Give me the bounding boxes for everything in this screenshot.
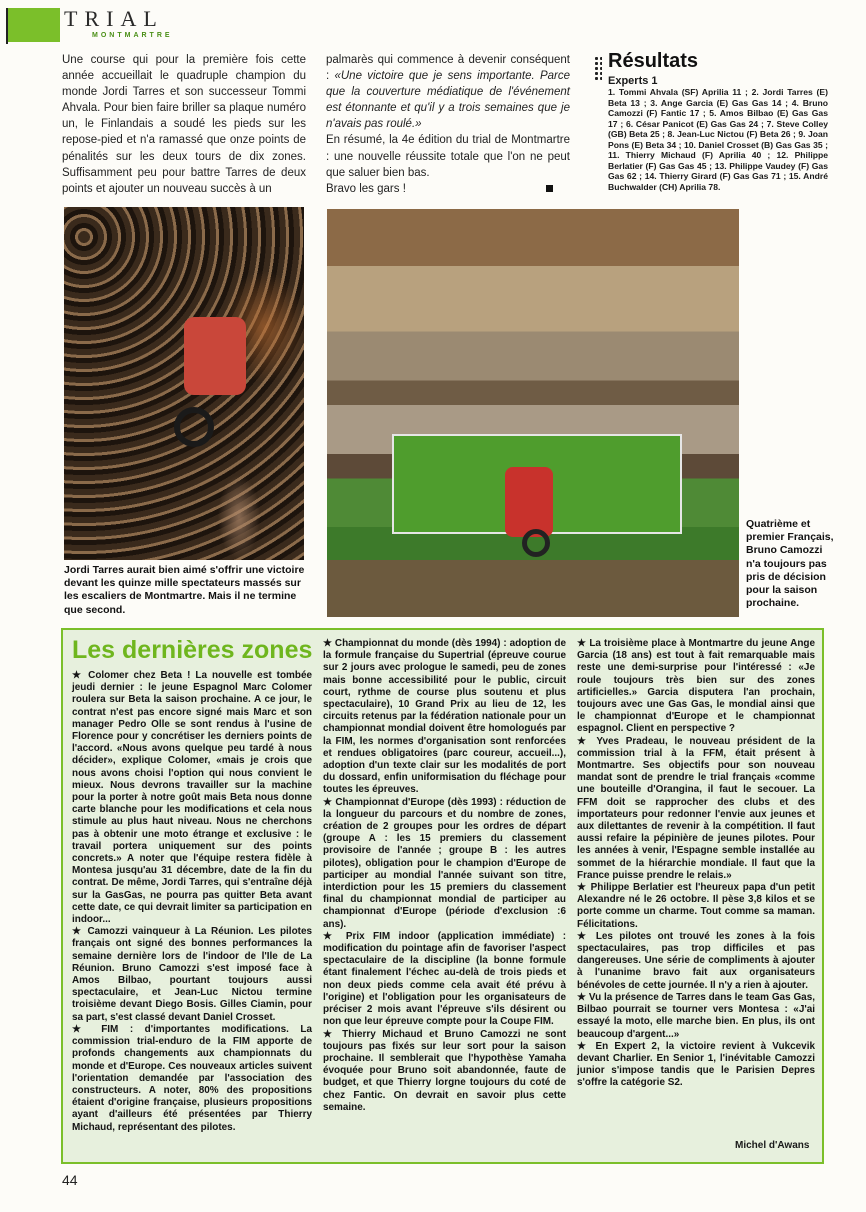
news-item: ★ FIM : d'importantes modifications. La commission trial-enduro de la FIM apporte de profonds changements aux championnats du monde et d'Europe. Ces nouveaux articles suivent l'orientation demandée par l'association des constructeurs. A noter, 80% des propositions étaient d'origine française, plusieurs propositions ayant d'ailleurs été présentées par Thierry Michaud, représentant des pilotes. bbox=[72, 1023, 312, 1133]
news-item: ★ Thierry Michaud et Bruno Camozzi ne sont toujours pas fixés sur leur sort pour la saison prochaine. Il semblerait que l'hypothèse Yamaha évoquée pour Bruno soit abandonnée, faute de budget, et que Thierry lorgne toujours du coté de chez Fantic. On devrait en savoir plus cette semaine. bbox=[323, 1028, 566, 1113]
news-item: ★ Vu la présence de Tarres dans le team Gas Gas, Bilbao pourrait se tourner vers Montesa : «J'ai essayé la moto, elle marche bien. En plus, ils ont beaucoup d'argent...» bbox=[577, 991, 815, 1040]
photo-tarres-crowd bbox=[64, 207, 304, 560]
author-signature: Michel d'Awans bbox=[735, 1140, 810, 1151]
news-item: ★ Philippe Berlatier est l'heureux papa d'un petit Alexandre né le 26 octobre. Il pèse 3,8 kilos et se porte comme un charme. Tout comme sa maman. Félicitations. bbox=[577, 882, 815, 930]
dots-icon bbox=[594, 56, 602, 82]
intro-paragraph-1 bbox=[326, 52, 570, 132]
intro-column-2 bbox=[326, 52, 570, 197]
photo1-caption: Jordi Tarres aurait bien aimé s'offrir une victoire devant les quinze mille spectateurs massés sur les escaliers de Montmartre. Mais il ne termine que second. bbox=[64, 564, 305, 616]
news-item: ★ Prix FIM indoor (application immédiate) : modification du pointage afin de favoriser l'aspect spectaculaire de la discipline (la bonne formule étant finalement l'échec au-delà de trois pieds et non deux pieds comme cela avait été prévu à l'origine) et l'obligation pour les organisateurs de préciser 2 mois avant l'épreuve s'ils désirent ou non que leur épreuve compte pour la Coupe FIM. bbox=[323, 930, 566, 1028]
end-square-icon bbox=[546, 185, 553, 192]
wheel-shape bbox=[522, 529, 550, 557]
news-column-3 bbox=[577, 638, 815, 1090]
photo2-caption: Quatrième et premier Français, Bruno Camozzi n'a toujours pas pris de décision pour la saison prochaine. bbox=[746, 518, 834, 610]
intro-bravo: Bravo les gars ! bbox=[326, 182, 406, 195]
results-list: 1. Tommi Ahvala (SF) Aprilia 11 ; 2. Jordi Tarres (E) Beta 13 ; 3. Ange Garcia (E) Gas Gas 14 ; 4. Bruno Camozzi (F) Fantic 17 ; 5. Amos Bilbao (E) Gas Gas 17 ; 6. César Panicot (E) Gas Gas 24 ; 7. Steve Colley (GB) Beta 25 ; 8. Jean-Luc Nictou (F) Beta 26 ; 9. Joan Pons (E) Beta 34 ; 10. Daniel Crosset (B) Gas Gas 35 ; 11. Thierry Michaud (F) Aprilia 40 ; 12. Philippe Berlatier (F) Gas Gas 45 ; 13. Philippe Vaudey (F) Gas Gas 62 ; 14. Thierry Girard (F) Gas Gas 71 ; 15. André Buchwalder (CH) Aprilia 78. bbox=[608, 87, 828, 192]
rider-figure bbox=[184, 317, 246, 395]
intro-quote: «Une victoire que je sens importante. Parce que la couverture médiatique de l'événement est étonnante et qu'il y a trois semaines que je n'avais pas roulé.» bbox=[326, 70, 570, 131]
news-item: ★ Yves Pradeau, le nouveau président de la commission trial à la FFM, était présent à Montmartre. Ses objectifs pour son nouveau mandat sont de prendre le trial français «comme une bouteille d'Orangina, il faut le secouer. La FFM doit se rapprocher des clubs et des importateurs pour redonner l'envie aux jeunes et aux dilettantes de revenir à la compétition. Il faut aussi refaire la pépinière de jeunes pilotes. Pour les années à venir, l'Espagne semble installée au sommet de la hiérarchie mondiale. Il faut que la France puisse prendre le relais.» bbox=[577, 735, 815, 881]
news-box bbox=[61, 628, 824, 1164]
news-item: ★ Championnat du monde (dès 1994) : adoption de la formule française du Supertrial (épreuve courue sur 2 jours avec prologue le samedi, peu de zones mais bonne accessibilité pour le public, circuit court, rythme de course plus soutenu et plus spectaculaire), 10 Grand Prix au lieu de 12, les circuits retenus par la fédération nationale pour un championnat mondial doivent être homologués par la FIM, les normes d'organisation sont renforcées et rendues obligatoires (parc coureur, accueil...), adoption d'un texte clair sur les modalités de port du dossard, enfin uniformisation du fléchage pour toutes les épreuves. bbox=[323, 638, 566, 796]
section-title: TRIAL bbox=[64, 6, 164, 31]
page-number: 44 bbox=[62, 1172, 78, 1188]
news-item: ★ Championnat d'Europe (dès 1993) : réduction de la longueur du parcours et du nombre de zones, création de 2 groupes pour les ordres de départ (groupe A : les 15 premiers du classement provisoire de l'année ; groupe B : les autres pilotes), obligation pour le champion d'Europe de participer au mondial l'année suivant son titre, interdiction pour les 15 premiers du classement final du championnat mondial de participer au championnat d'Europe (période d'exclusion :6 ans). bbox=[323, 796, 566, 930]
results-title: Résultats bbox=[608, 50, 699, 72]
results-category: Experts 1 bbox=[608, 75, 658, 87]
intro-lead: palmarès qui commence à devenir conséquent : bbox=[326, 54, 570, 83]
intro-paragraph-3 bbox=[326, 181, 570, 197]
intro-column-1: Une course qui pour la première fois cette année accueillait le quadruple champion du monde Jordi Tarres et son successeur Tommi Ahvala. Pour bien faire briller sa plaque numéro un, le Finlandais a soudé les pieds sur les repose-pied et n'a ramassé que onze points de pénalités sur les deux tours de dix zones. Suffisamment peu pour battre Tarres de deux points et ajouter un nouveau succès à un bbox=[62, 54, 306, 195]
intro-paragraph-2: En résumé, la 4e édition du trial de Montmartre : une nouvelle réussite totale que l'on ne peut que saluer bien bas. bbox=[326, 134, 570, 179]
wheel-shape bbox=[174, 407, 214, 447]
header-color-block bbox=[8, 8, 60, 42]
news-item: ★ Camozzi vainqueur à La Réunion. Les pilotes français ont signé des bonnes performances la semaine dernière lors de l'indoor de l'Ile de La Réunion. Bruno Camozzi s'est imposé face à Amos Bilbao, pourtant toujours aussi spectaculaire, et Jean-Luc Nictou termine troisième devant Diego Bosis. Gilles Ciamin, pour sa part, s'est classé devant Daniel Crosset. bbox=[72, 926, 312, 1023]
rider-figure bbox=[505, 467, 553, 537]
news-item: ★ La troisième place à Montmartre du jeune Ange Garcia (18 ans) est tout à fait remarquable mais reste une demi-surprise pour l'intéressé : «Je roule toujours très bien sur des zones artificielles.» Garcia disputera l'an prochain, toujours avec une Gas Gas, le mondial ainsi que le championnat d'Europe et le championnat espagnol. Client en perspective ? bbox=[577, 638, 815, 735]
photo-camozzi-montmartre bbox=[327, 209, 739, 617]
section-subtitle: MONTMARTRE bbox=[92, 32, 173, 39]
news-item: ★ En Expert 2, la victoire revient à Vukcevik devant Charlier. En Senior 1, l'inévitable Camozzi junior s'impose tandis que le Parisien Depres s'offre la catégorie S2. bbox=[577, 1040, 815, 1089]
news-item: ★ Les pilotes ont trouvé les zones à la fois spectaculaires, pas trop difficiles et pas dangereuses. Une série de compliments à ajouter à l'unanime bravo fait aux organisateurs bénévoles de cette journée. Il n'y a rien à ajouter. bbox=[577, 930, 815, 991]
news-column-2 bbox=[323, 638, 566, 1114]
news-column-1 bbox=[72, 670, 312, 1134]
news-box-title: Les dernières zones bbox=[72, 636, 313, 664]
news-item: ★ Colomer chez Beta ! La nouvelle est tombée jeudi dernier : le jeune Espagnol Marc Colomer roulera sur Beta la saison prochaine. A ce jour, le contrat n'est pas encore signé mais Marc et son manager Pedro Olle se sont rendus à l'usine de Florence pour y concrétiser les derniers points de l'accord. «Nous avons quelque peu tardé à nous décider», explique Colomer, «mais je crois que nous avons choisi l'option qui nous convient le mieux. Nous devrons travailler sur la machine pour la porter à notre goût mais Beta nous donne carte blanche pour les modifications et cela nous stimule au plus haut niveau. Nous ne cherchons pas à obtenir une moto étrange et exclusive : le travail portera uniquement sur des points concrets.» A noter que l'équipe restera fidèle à Montesa jusqu'au 31 décembre, date de la fin du contrat. De même, Jordi Tarres, qui s'entraîne déjà sur la GasGas, ne pourra pas quitter Beta avant cette date, ce qui devrait limiter sa participation en indoor... bbox=[72, 670, 312, 926]
